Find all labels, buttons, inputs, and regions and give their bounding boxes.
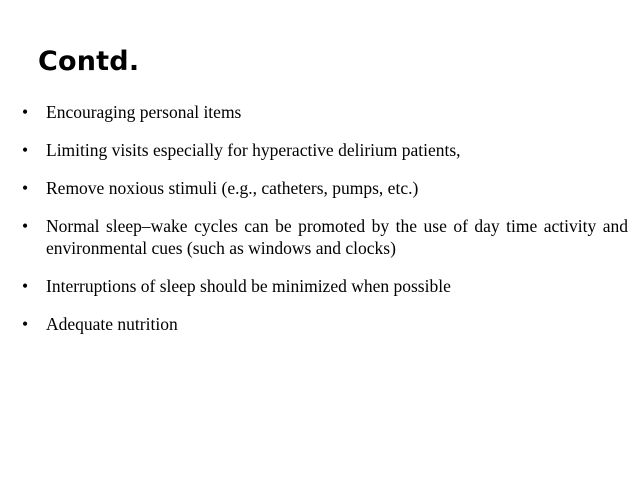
bullet-item-sleep-wake-cycles bbox=[20, 215, 628, 259]
bullet-item-personal-items bbox=[20, 101, 628, 123]
bullet-icon: • bbox=[22, 314, 29, 334]
bullet-text: Normal sleep–wake cycles can be promoted by the use of day time activity and environmental cues (such as windows and clocks) bbox=[46, 216, 628, 258]
bullet-item-limiting-visits bbox=[20, 139, 628, 161]
bullet-text: Remove noxious stimuli (e.g., catheters, pumps, etc.) bbox=[46, 178, 419, 198]
bullet-text: Adequate nutrition bbox=[46, 314, 178, 334]
bullet-icon: • bbox=[22, 216, 29, 236]
bullet-item-noxious-stimuli bbox=[20, 177, 628, 199]
bullet-icon: • bbox=[22, 140, 29, 160]
bullet-icon: • bbox=[22, 102, 29, 122]
bullet-text: Limiting visits especially for hyperactive delirium patients, bbox=[46, 140, 461, 160]
slide-title: Contd. bbox=[38, 46, 140, 77]
bullet-icon: • bbox=[22, 178, 29, 198]
bullet-item-sleep-interruptions bbox=[20, 275, 628, 297]
bullet-icon: • bbox=[22, 276, 29, 296]
bullet-text: Interruptions of sleep should be minimized when possible bbox=[46, 276, 451, 296]
bullet-list bbox=[20, 101, 628, 351]
bullet-item-nutrition bbox=[20, 313, 628, 335]
bullet-text: Encouraging personal items bbox=[46, 102, 242, 122]
